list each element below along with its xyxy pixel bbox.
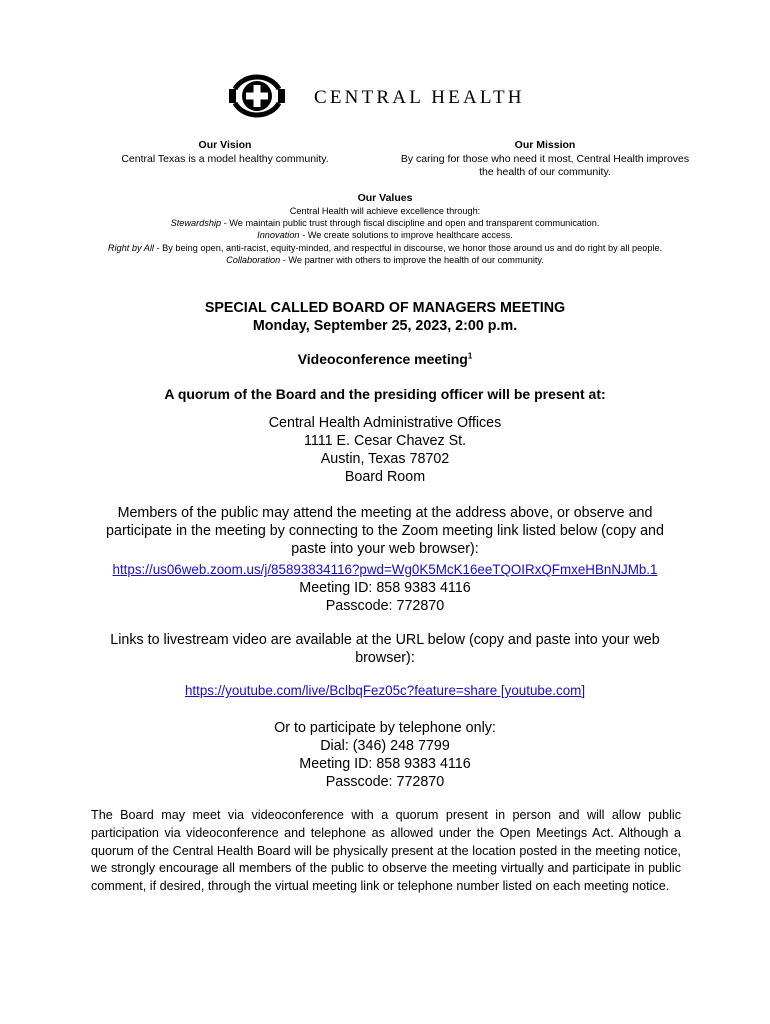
address-line: 1111 E. Cesar Chavez St. bbox=[303, 433, 467, 449]
header-logo bbox=[228, 72, 525, 120]
value-term: Innovation bbox=[257, 230, 300, 241]
vision-block bbox=[100, 139, 350, 166]
mission-heading: Our Mission bbox=[514, 139, 576, 151]
mission-block bbox=[400, 139, 690, 180]
value-text: - We partner with others to improve the health of our community. bbox=[280, 254, 544, 265]
zoom-link[interactable]: https://us06web.zoom.us/j/85893834116?pwd=Wg0K5McK16eeTQOIRxQFmxeHBnNJMb.1 bbox=[112, 562, 658, 577]
values-block bbox=[20, 192, 750, 266]
value-term: Right by All bbox=[107, 242, 154, 253]
central-health-cross-logo-icon bbox=[228, 72, 286, 120]
value-item-collaboration bbox=[20, 254, 750, 266]
zoom-meeting-id: Meeting ID: 858 9383 4116 bbox=[299, 580, 471, 596]
youtube-link[interactable]: https://youtube.com/live/BclbqFez05c?feature=share [youtube.com] bbox=[184, 683, 586, 698]
meeting-type bbox=[40, 351, 730, 367]
livestream-link-row bbox=[40, 683, 730, 698]
meeting-datetime: Monday, September 25, 2023, 2:00 p.m. bbox=[252, 318, 518, 334]
address-line: Board Room bbox=[344, 469, 426, 485]
public-attendance-text: Members of the public may attend the meeting at the address above, or observe and participate in the meeting by connecting to the Zoom meeting link listed below (copy and paste into your web browser): bbox=[106, 505, 664, 557]
address-line: Central Health Administrative Offices bbox=[268, 415, 502, 431]
footnote-mark: 1 bbox=[467, 351, 473, 361]
value-text: - We maintain public trust through fiscal discipline and open and transparent communication. bbox=[221, 218, 600, 229]
telephone-passcode: Passcode: 772870 bbox=[325, 774, 445, 790]
meeting-title-block bbox=[40, 299, 730, 335]
meeting-title: SPECIAL CALLED BOARD OF MANAGERS MEETING bbox=[204, 300, 566, 316]
zoom-info bbox=[40, 561, 730, 615]
value-term: Collaboration bbox=[226, 254, 281, 265]
brand-name: CENTRAL HEALTH bbox=[314, 87, 525, 108]
value-text: - We create solutions to improve healthcare access. bbox=[299, 230, 513, 241]
address-line: Austin, Texas 78702 bbox=[320, 451, 450, 467]
telephone-intro: Or to participate by telephone only: bbox=[274, 720, 496, 736]
telephone-meeting-id: Meeting ID: 858 9383 4116 bbox=[299, 756, 471, 772]
value-item-innovation bbox=[20, 229, 750, 241]
value-term: Stewardship bbox=[170, 218, 222, 229]
telephone-info bbox=[40, 719, 730, 791]
mission-text: By caring for those who need it most, Central Health improves the health of our community. bbox=[400, 152, 690, 178]
meeting-type-text: Videoconference meeting bbox=[297, 351, 468, 367]
value-item-stewardship bbox=[20, 217, 750, 229]
values-heading: Our Values bbox=[357, 192, 413, 204]
values-intro: Central Health will achieve excellence through: bbox=[289, 206, 481, 216]
quorum-statement: A quorum of the Board and the presiding officer will be present at: bbox=[164, 386, 606, 402]
meeting-address bbox=[40, 414, 730, 486]
vision-text: Central Texas is a model healthy community. bbox=[121, 152, 329, 165]
notice-paragraph: The Board may meet via videoconference with a quorum present in person and will allow public participation via videoconference and telephone as allowed under the Open Meetings Act. Although a quorum of the Central Health Board will be physically present at the location posted in the meeting notice, we strongly encourage all members of the public to observe the meeting virtually and participate in public comment, if desired, through the virtual meeting link or telephone number listed on each meeting notice. bbox=[91, 808, 681, 894]
value-text: - By being open, anti-racist, equity-minded, and respectful in discourse, we honor those around us and do right by all people. bbox=[153, 242, 663, 253]
vision-heading: Our Vision bbox=[198, 139, 252, 151]
livestream-text: Links to livestream video are available at the URL below (copy and paste into your web browser): bbox=[110, 632, 660, 666]
telephone-dial: Dial: (346) 248 7799 bbox=[320, 738, 450, 754]
value-item-right-by-all bbox=[20, 242, 750, 254]
zoom-passcode: Passcode: 772870 bbox=[325, 598, 445, 614]
